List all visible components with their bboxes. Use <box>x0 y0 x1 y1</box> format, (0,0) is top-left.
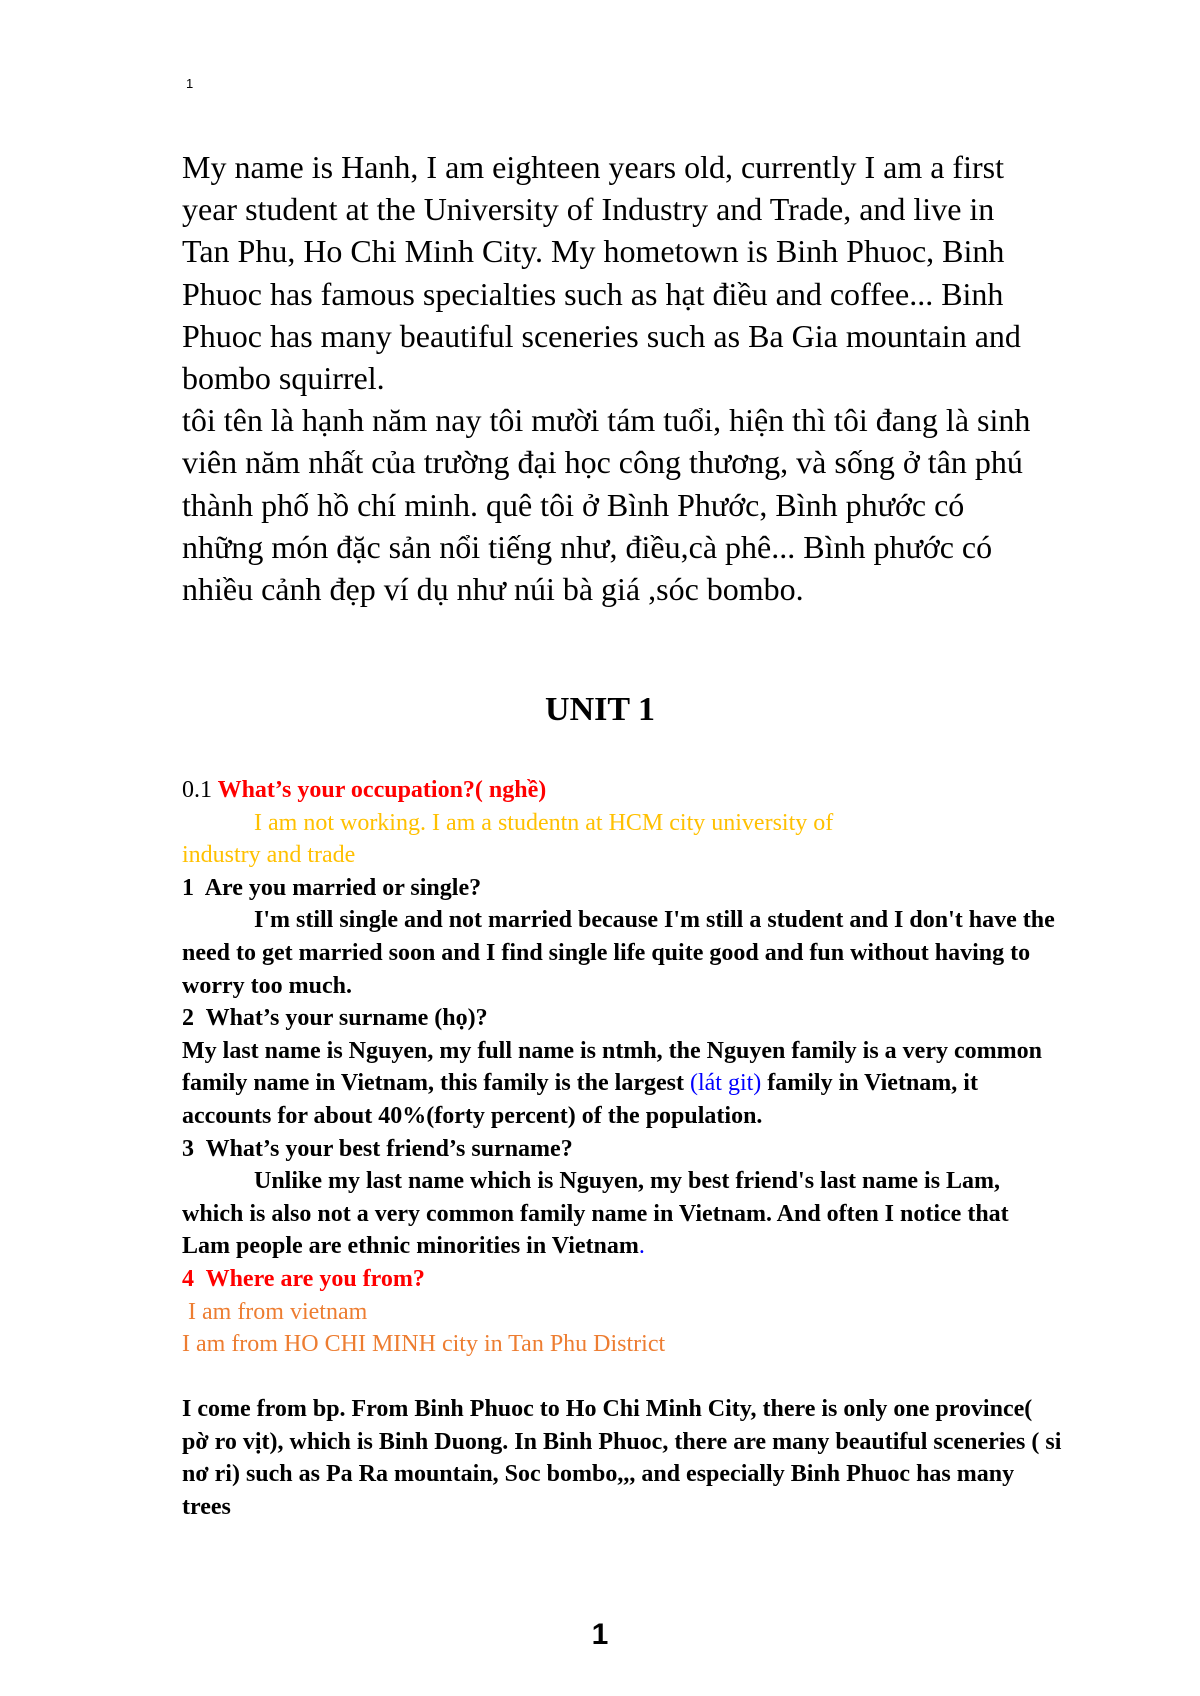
question-3-text: What’s your best friend’s surname? <box>205 1135 573 1162</box>
answer-2-part1: My last name is Nguyen, my full name is ntmh, the Nguyen family is a very common family name in Vietnam, this family is the largest <box>182 1037 1042 1097</box>
intro-vietnamese: tôi tên là hạnh năm nay tôi mười tám tuổi, hiện thì tôi đang là sinh viên năm nhất của trường đại học công thương, và sống ở tân phú thành phố hồ chí minh. quê tôi ở Bình Phước, Bình phước có những món đặc sản nổi tiếng như, điều,cà phê... Bình phước có nhiều cảnh đẹp ví dụ như núi bà giá ,sóc bombo. <box>182 402 1031 608</box>
header-page-number: 1 <box>186 76 194 91</box>
answer-3 <box>182 1165 1062 1263</box>
question-0-number: 0.1 <box>182 777 212 803</box>
question-4-number: 4 <box>182 1265 194 1292</box>
answer-0-line2: industry and trade <box>182 842 356 869</box>
qa-section <box>182 774 1062 1524</box>
question-4 <box>182 1263 1062 1296</box>
answer-4-line2: I am from HO CHI MINH city in Tan Phu District <box>182 1331 666 1358</box>
question-2-text: What’s your surname (họ)? <box>205 1005 488 1032</box>
footer-page-number: 1 <box>591 1618 609 1651</box>
question-3-number: 3 <box>182 1135 194 1162</box>
answer-3-text: Unlike my last name which is Nguyen, my best friend's last name is Lam, which is also not a very common family name in Vietnam. And often I notice that Lam people are ethnic minorities in Vietnam <box>182 1168 1009 1260</box>
unit-title: UNIT 1 <box>545 691 655 728</box>
answer-3-end: . <box>638 1233 645 1260</box>
question-0 <box>182 774 1062 807</box>
answer-2 <box>182 1035 1062 1133</box>
spacer <box>182 1361 1062 1394</box>
answer-4-paragraph: I come from bp. From Binh Phuoc to Ho Chi Minh City, there is only one province( pờ ro vịt), which is Binh Duong. In Binh Phuoc, there are many beautiful sceneries ( si nơ ri) such as Pa Ra mountain, Soc bombo,,, and especially Binh Phuoc has many trees <box>182 1396 1062 1521</box>
question-4-text: Where are you from? <box>205 1265 425 1292</box>
question-1-text: Are you married or single? <box>204 874 482 901</box>
answer-0-line1: I am not working. I am a studentn at HCM city university of <box>254 809 834 836</box>
answer-2-highlight: (lát git) <box>689 1070 762 1097</box>
question-2 <box>182 1002 1062 1035</box>
answer-4-line1: I am from vietnam <box>188 1298 368 1325</box>
question-2-number: 2 <box>182 1005 194 1032</box>
question-3 <box>182 1133 1062 1166</box>
answer-2-part2: family in Vietnam, it accounts for about 40%(forty percent) of the population. <box>182 1070 978 1129</box>
answer-1: I'm still single and not married because I'm still a student and I don't have the need to get married soon and I find single life quite good and fun without having to worry too much. <box>182 907 1055 999</box>
question-1-number: 1 <box>182 874 194 901</box>
intro-section <box>182 146 1042 610</box>
question-1 <box>182 872 1062 905</box>
question-0-text: What’s your occupation?( nghề) <box>217 777 547 803</box>
intro-english: My name is Hanh, I am eighteen years old, currently I am a first year student at the University of Industry and Trade, and live in Tan Phu, Ho Chi Minh City. My hometown is Binh Phuoc, Binh Phuoc has famous specialties such as hạt điều and coffee... Binh Phuoc has many beautiful sceneries such as Ba Gia mountain and bombo squirrel. <box>182 149 1021 397</box>
